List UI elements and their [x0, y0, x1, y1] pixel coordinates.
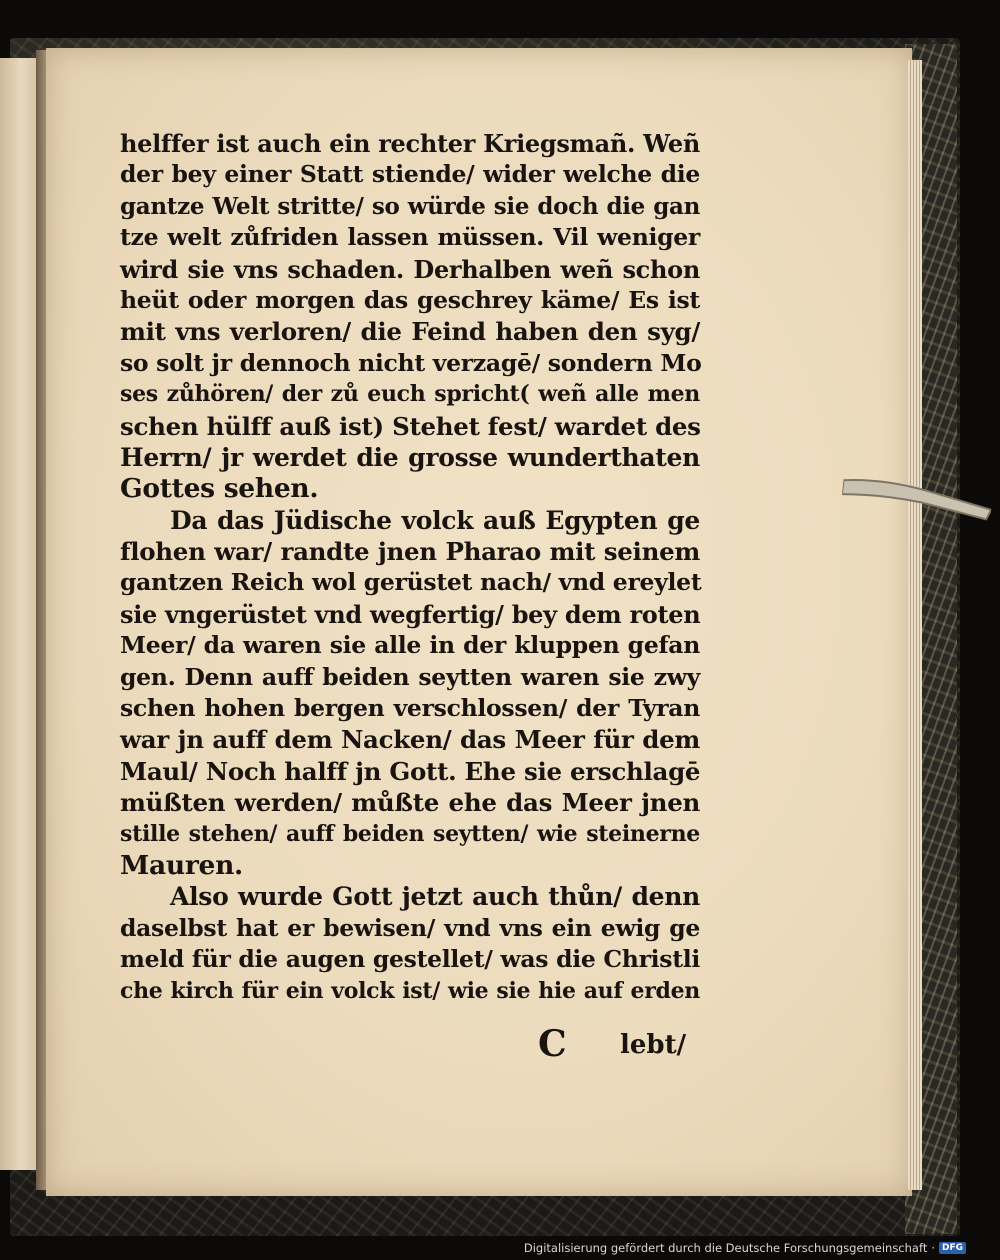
text-line: mit vns verloren/ die Feind haben den syg/	[120, 317, 700, 347]
signature-mark: C	[538, 1023, 567, 1065]
text-line: gantze Welt stritte/ so würde sie doch die gan	[120, 192, 700, 220]
text-line: schen hülff auß ist) Stehet fest/ wardet des	[120, 411, 701, 441]
text-line: Meer/ da waren sie alle in der kluppen gefan	[120, 631, 700, 660]
text-line: che kirch für ein volck ist/ wie sie hie auf erden	[120, 977, 700, 1004]
text-line: Mauren.	[120, 849, 243, 881]
text-line: tze welt zůfriden lassen müssen. Vil weniger	[120, 223, 700, 252]
dfg-logo-icon: DFG	[939, 1242, 966, 1254]
catchword: lebt/	[620, 1030, 687, 1060]
text-line: meld für die augen gestellet/ was die Christli	[120, 945, 701, 974]
text-line: Maul/ Noch halff jn Gott. Ehe sie erschlagē	[120, 756, 701, 786]
text-line: Gottes sehen.	[120, 473, 319, 505]
left-page-edge	[0, 58, 40, 1170]
text-line: Da das Jüdische volck auß Egypten ge	[170, 505, 700, 535]
text-line: stille stehen/ auff beiden seytten/ wie steinerne	[120, 820, 700, 847]
footer-separator: ·	[931, 1241, 935, 1255]
text-line: flohen war/ randte jnen Pharao mit seinem	[120, 537, 700, 567]
text-line: war jn auff dem Nacken/ das Meer für dem	[120, 725, 700, 755]
text-line: sie vngerüstet vnd wegfertig/ bey dem roten	[120, 599, 701, 629]
page-body-text	[120, 128, 700, 1007]
text-line: gen. Denn auff beiden seytten waren sie zwy	[120, 662, 700, 691]
page-fore-edges	[908, 60, 922, 1190]
text-line: daselbst hat er bewisen/ vnd vns ein ewig ge	[120, 913, 700, 942]
footer-credit-text: Digitalisierung gefördert durch die Deutsche Forschungsgemeinschaft	[523, 1241, 928, 1255]
text-line: gantzen Reich wol gerüstet nach/ vnd ereylet	[120, 568, 702, 597]
text-line: der bey einer Statt stiende/ wider welche die	[120, 160, 700, 189]
text-line: Herrn/ jr werdet die grosse wunderthaten	[120, 442, 700, 472]
digitization-footer	[524, 1240, 966, 1256]
text-line: ses zůhören/ der zů euch spricht( weñ alle men	[120, 381, 700, 408]
text-line: Also wurde Gott jetzt auch thůn/ denn	[170, 882, 700, 912]
text-line: wird sie vns schaden. Derhalben weñ schon	[120, 254, 700, 284]
text-line: müßten werden/ můßte ehe das Meer jnen	[120, 788, 700, 818]
text-line: schen hohen bergen verschlossen/ der Tyran	[120, 694, 700, 723]
text-line: helffer ist auch ein rechter Kriegsmañ. Weñ	[120, 129, 700, 158]
text-line: so solt jr dennoch nicht verzagē/ sondern Mo	[120, 348, 702, 377]
text-line: heüt oder morgen das geschrey käme/ Es ist	[120, 285, 700, 314]
signature-line	[528, 1024, 698, 1064]
